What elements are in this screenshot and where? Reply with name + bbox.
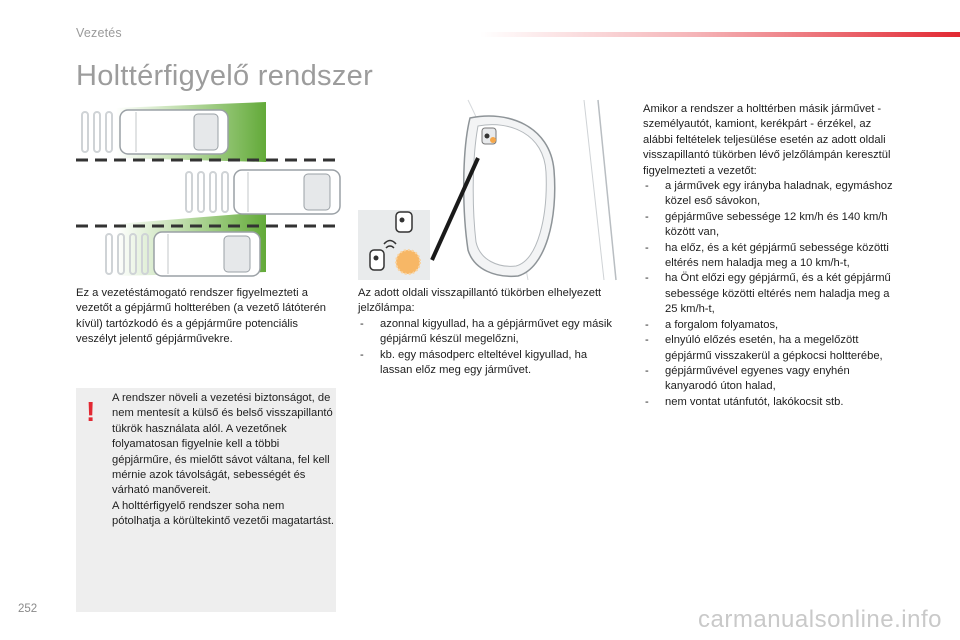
warning-box — [76, 388, 336, 612]
conditions-intro: Amikor a rendszer a holttérben másik járművet - személyautót, kamiont, kerékpárt - érzékel, az alábbi feltételek teljesülése esetén az adott oldali visszapillantó tükörben lévő jelzőlámpán keresztül figyelmezteti a vezetőt: — [643, 103, 891, 177]
warning-text — [112, 391, 334, 530]
exclamation-icon: ! — [86, 396, 96, 427]
warning-paragraph-1: A rendszer növeli a vezetési biztonságot, de nem mentesít a külső és belső visszapillantó tükrök használata alól. A vezetőnek folyamatosan figyelnie kell a többi gépjárműre, és mielőtt sávot váltana, fel kell mérnie azok távolságát, sebességét és várható manővereit. — [112, 392, 333, 497]
lamp-glow — [396, 250, 420, 274]
list-item: - ha Önt előzi egy gépjármű, és a két gépjármű sebessége közötti eltérés nem haladja meg a 25 km/h-t, — [643, 271, 901, 317]
page-title: Holttérfigyelő rendszer — [76, 60, 374, 92]
list-item: - gépjárművével egyenes vagy enyhén kanyarodó úton halad, — [643, 364, 901, 395]
page-number: 252 — [18, 603, 38, 615]
car-side-symbol-bottom — [370, 250, 384, 270]
vehicle-bottom — [154, 232, 260, 276]
list-item: - elnyúló előzés esetén, ha a megelőzött gépjármű visszakerül a gépkocsi holtterébe, — [643, 333, 901, 364]
vehicle-own — [234, 170, 340, 214]
conditions-section — [643, 102, 901, 410]
blind-spot-illustration — [76, 100, 346, 280]
conditions-list — [643, 179, 901, 410]
list-item: - ha előz, és a két gépjármű sebessége közötti eltérés nem haladja meg a 10 km/h-t, — [643, 241, 901, 272]
warning-paragraph-2: A holttérfigyelő rendszer soha nem pótolhatja a körültekintő vezetői magatartást. — [112, 499, 335, 528]
list-item: - gépjárműve sebessége 12 km/h és 140 km/h között van, — [643, 210, 901, 241]
watermark: carmanualsonline.info — [698, 606, 942, 633]
mirror-list — [358, 317, 618, 379]
list-item: - nem vontat utánfutót, lakókocsit stb. — [643, 395, 901, 410]
section-label: Vezetés — [76, 26, 122, 40]
intro-text — [76, 286, 338, 348]
mirror-illustration — [358, 100, 618, 280]
intro-paragraph: Ez a vezetéstámogató rendszer figyelmezteti a vezetőt a gépjármű holtterében (a vezető látóterén kívül) tartózkodó és a gépjárműre potenciális veszélyt jelentő gépjárművekre. — [76, 287, 327, 346]
header-accent-bar — [480, 32, 960, 37]
car-side-symbol-top — [396, 212, 412, 232]
list-item: - a járművek egy irányba haladnak, egymáshoz közel eső sávokon, — [643, 179, 901, 210]
mirror-indicator-lamp — [482, 128, 496, 144]
list-item: - kb. egy másodperc elteltével kigyullad, ha lassan előz meg egy járművet. — [358, 348, 618, 379]
list-item: - a forgalom folyamatos, — [643, 318, 901, 333]
list-item: - azonnal kigyullad, ha a gépjárművet egy másik gépjármű készül megelőzni, — [358, 317, 618, 348]
mirror-intro: Az adott oldali visszapillantó tükörben elhelyezett jelzőlámpa: — [358, 287, 602, 315]
vehicle-top — [120, 110, 228, 154]
mirror-section — [358, 286, 618, 378]
